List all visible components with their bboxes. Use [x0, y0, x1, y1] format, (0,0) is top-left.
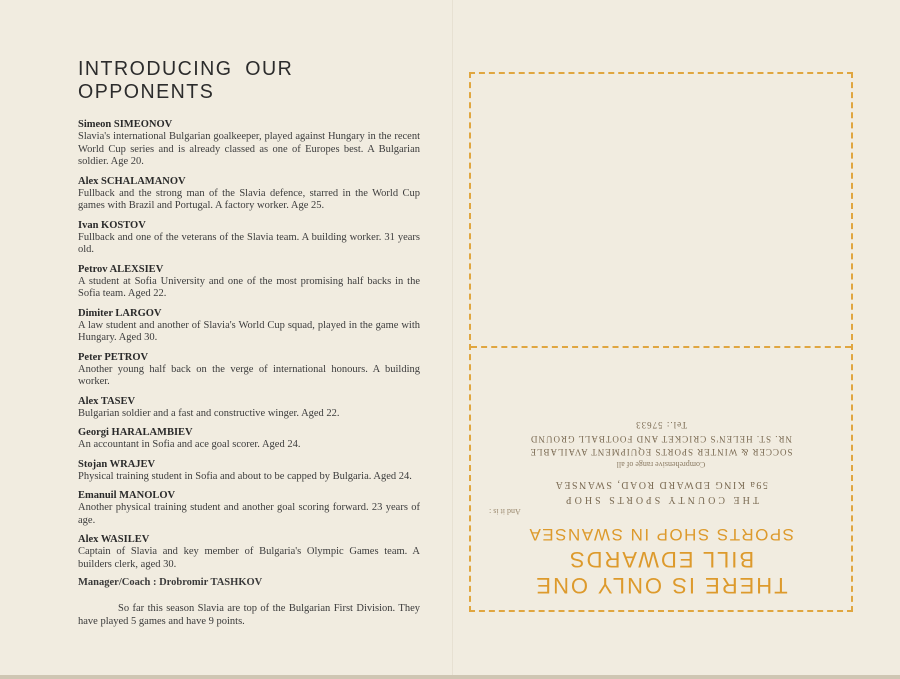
advert-line-1: THERE IS ONLY ONE — [534, 573, 788, 598]
player-name: Peter PETROV — [78, 351, 149, 363]
player-description: A student at Sofia University and one of the most promising half backs in the Sofia team. Aged 22. — [78, 275, 420, 299]
player-entry — [78, 426, 420, 452]
player-description: Fullback and one of the veterans of the Slavia team. A building worker. 31 years old. — [78, 231, 420, 255]
player-description: Slavia's international Bulgarian goalkeeper, played against Hungary in the recent World Cup series and is already classed as one of Europes best. A Bulgarian soldier. Age 20. — [78, 131, 420, 167]
advert-upside-down — [471, 348, 851, 610]
advert-frame — [469, 72, 853, 612]
advert-shop-name: THE COUNTY SPORTS SHOP — [563, 494, 759, 505]
player-entry — [78, 307, 420, 345]
player-name: Emanuil MANOLOV — [78, 490, 176, 501]
player-entry — [78, 175, 420, 213]
advert-range: Comprehensive range of all — [616, 460, 706, 469]
player-entry — [78, 219, 420, 257]
player-description: An accountant in Sofia and ace goal scorer. Aged 24. — [78, 439, 301, 450]
page-fold — [452, 0, 454, 679]
player-description: A law student and another of Slavia's World Cup squad, played in the game with Hungary. Aged 30. — [78, 319, 420, 343]
player-description: Another young half back on the verge of international honours. A building worker. — [78, 363, 420, 387]
player-entry — [78, 533, 420, 571]
player-entry — [78, 395, 420, 421]
advert-address: 59a KING EDWARD ROAD, SWANSEA — [554, 479, 768, 490]
advert-telephone: Tel.: 57633 — [635, 420, 687, 430]
player-name: Georgi HARALAMBIEV — [78, 427, 193, 438]
player-description: Physical training student in Sofia and about to be capped by Bulgaria. Aged 24. — [78, 470, 412, 482]
player-list — [78, 118, 420, 571]
player-description: Captain of Slavia and key member of Bulgaria's Olympic Games team. A builders clerk, aged 30. — [78, 546, 420, 570]
advert-ground: NR. ST. HELEN'S CRICKET AND FOOTBALL GROUND — [530, 434, 792, 444]
manager-coach: Manager/Coach : Drobromir TASHKOV — [78, 577, 263, 588]
player-name: Simeon SIMEONOV — [78, 119, 173, 130]
advert-line-2: BILL EDWARDS — [567, 547, 755, 572]
player-entry — [78, 351, 420, 389]
advert-line-3: SPORTS SHOP IN SWANSEA — [527, 525, 795, 544]
advert-and-it-is: And it is : — [489, 507, 521, 516]
player-description: Fullback and the strong man of the Slavia defence, starred in the World Cup games with Brazil and Portugal. A factory worker. Age 25. — [78, 187, 420, 211]
player-name: Alex WASILEV — [78, 534, 150, 545]
player-name: Ivan KOSTOV — [78, 219, 146, 231]
player-name: Dimiter LARGOV — [78, 307, 162, 319]
player-entry — [78, 118, 420, 169]
player-name: Alex SCHALAMANOV — [78, 175, 186, 187]
page-edge — [0, 675, 900, 679]
player-entry — [78, 458, 420, 484]
player-entry — [78, 263, 420, 301]
closing-paragraph: So far this season Slavia are top of the Bulgarian First Division. They have played 5 games and have 9 points. — [78, 603, 420, 627]
advert-equipment: SOCCER & WINTER SPORTS EQUIPMENT AVAILABLE — [529, 447, 793, 457]
player-name: Alex TASEV — [78, 395, 136, 407]
player-name: Stojan WRAJEV — [78, 458, 156, 470]
player-entry — [78, 489, 420, 527]
page-title: INTRODUCING OUR OPPONENTS — [78, 58, 294, 103]
player-description: Bulgarian soldier and a fast and constructive winger. Aged 22. — [78, 407, 340, 419]
player-description: Another physical training student and another goal scoring forward. 23 years of age. — [78, 502, 420, 526]
player-name: Petrov ALEXSIEV — [78, 263, 164, 275]
opponents-page — [78, 58, 420, 628]
